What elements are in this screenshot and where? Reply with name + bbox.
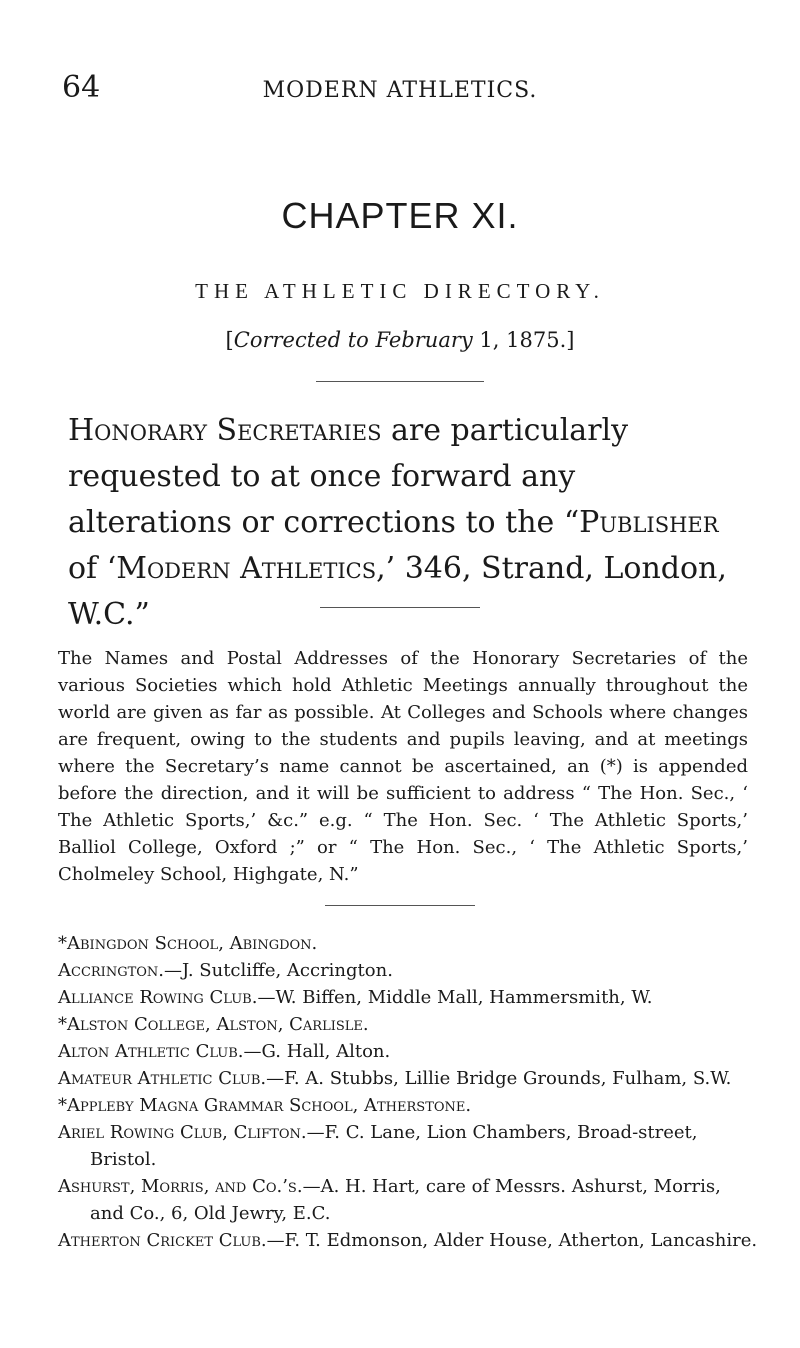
notice-part5: Modern Athletics, bbox=[116, 551, 386, 586]
directory-entry bbox=[58, 1011, 758, 1038]
entry-name: Ashurst, Morris, and Co.’s. bbox=[58, 1176, 303, 1197]
notice-part6: ’ 346, Strand, London, W.C.” bbox=[68, 551, 727, 632]
divider-rule bbox=[320, 607, 480, 608]
entry-name: *Appleby Magna Grammar School, Atherstone. bbox=[58, 1095, 472, 1116]
corrected-suffix: 1, 1875.] bbox=[472, 328, 575, 352]
entry-name: Atherton Cricket Club. bbox=[58, 1230, 267, 1251]
page-number: 64 bbox=[62, 70, 101, 105]
secretaries-notice bbox=[68, 408, 748, 638]
entry-detail: —J. Sutcliffe, Accrington. bbox=[164, 960, 393, 981]
corrected-italic: Corrected to February bbox=[233, 328, 473, 352]
notice-part1: Honorary Secretaries bbox=[68, 413, 382, 448]
directory-entry bbox=[58, 1173, 758, 1227]
divider-rule bbox=[325, 905, 475, 906]
section-title: THE ATHLETIC DIRECTORY. bbox=[195, 279, 605, 303]
directory-entry bbox=[58, 930, 758, 957]
running-head: MODERN ATHLETICS. bbox=[262, 78, 538, 103]
entry-detail: —F. C. Lane, Lion Chambers, Broad-street, Bristol. bbox=[90, 1122, 698, 1170]
entry-detail: —F. A. Stubbs, Lillie Bridge Grounds, Fulham, S.W. bbox=[266, 1068, 732, 1089]
entry-name: Accrington. bbox=[58, 960, 165, 981]
entry-name: *Alston College, Alston, Carlisle. bbox=[58, 1014, 369, 1035]
notice-part3: “Publisher bbox=[563, 505, 719, 540]
directory-entry bbox=[58, 957, 758, 984]
directory-entry bbox=[58, 984, 758, 1011]
directory-entry bbox=[58, 1092, 758, 1119]
corrected-prefix: [ bbox=[225, 328, 234, 352]
entry-name: *Abingdon School, Abingdon. bbox=[58, 933, 318, 954]
entry-name: Alliance Rowing Club. bbox=[58, 987, 258, 1008]
entry-detail: —A. H. Hart, care of Messrs. Ashurst, Morris, and Co., 6, Old Jewry, E.C. bbox=[90, 1176, 721, 1224]
chapter-title: CHAPTER XI. bbox=[281, 195, 519, 236]
divider-rule bbox=[316, 381, 484, 382]
entry-detail: —G. Hall, Alton. bbox=[243, 1041, 391, 1062]
entry-detail: —W. Biffen, Middle Mall, Hammersmith, W. bbox=[257, 987, 653, 1008]
notice-part4: of ‘ bbox=[68, 551, 117, 586]
directory-entry bbox=[58, 1038, 758, 1065]
entry-name: Amateur Athletic Club. bbox=[58, 1068, 267, 1089]
directory-list bbox=[58, 930, 758, 1254]
corrected-date-note bbox=[0, 328, 800, 352]
directory-entry bbox=[58, 1119, 758, 1173]
intro-paragraph: The Names and Postal Addresses of the Honorary Secretaries of the various Societies which hold Athletic Meetings annually throughout the world are given as far as possible. At Colleges and Schools where changes are frequent, owing to the students and pupils leaving, and at meetings where the Secretary’s name cannot be ascertained, an (*) is appended before the direction, and it will be sufficient to address “ The Hon. Sec., ‘ The Athletic Sports,’ &c.” e.g. “ The Hon. Sec. ‘ The Athletic Sports,’ Balliol College, Oxford ;” or “ The Hon. Sec., ‘ The Athletic Sports,’ Cholmeley School, Highgate, N.” bbox=[58, 648, 748, 885]
entry-detail: —F. T. Edmonson, Alder House, Atherton, Lancashire. bbox=[266, 1230, 758, 1251]
entry-name: Ariel Rowing Club, Clifton. bbox=[58, 1122, 307, 1143]
notice-part2: are particularly requested to at once forward any alterations or corrections to the bbox=[68, 413, 629, 540]
directory-entry bbox=[58, 1227, 758, 1254]
directory-entry bbox=[58, 1065, 758, 1092]
entry-name: Alton Athletic Club. bbox=[58, 1041, 244, 1062]
